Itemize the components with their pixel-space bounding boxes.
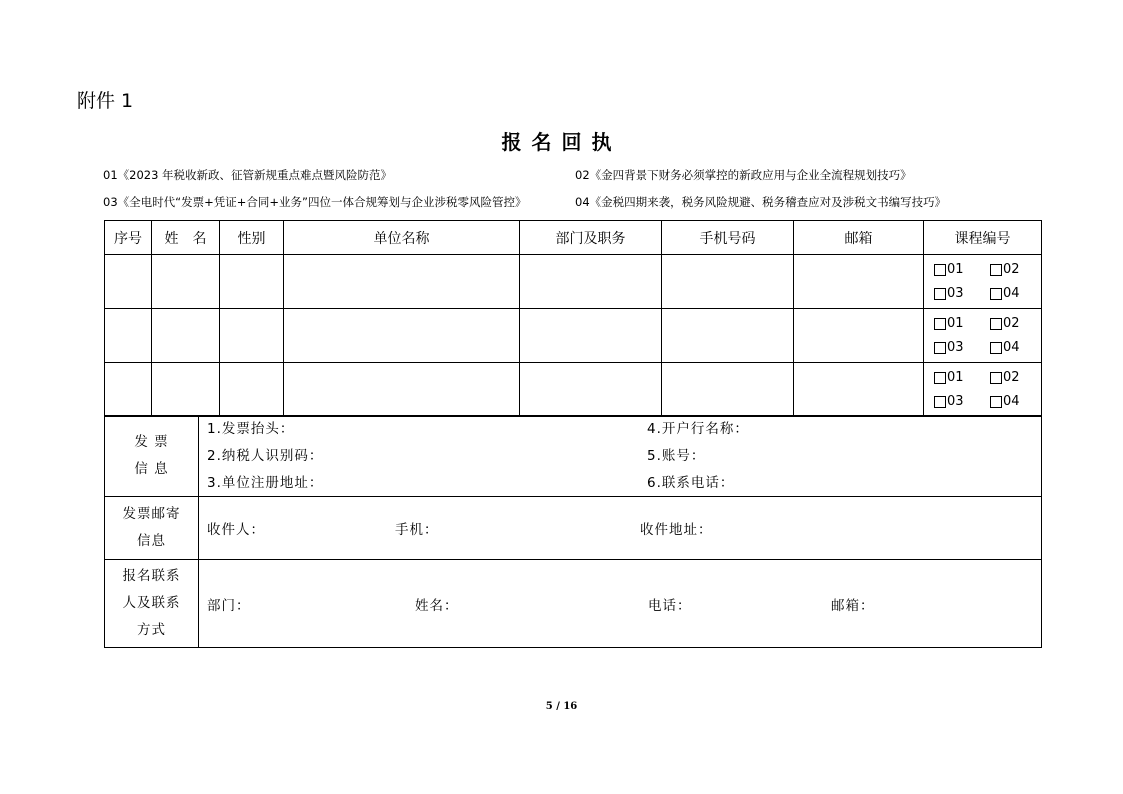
checkbox-icon (934, 318, 946, 330)
course-checkbox-01[interactable]: 01 (934, 262, 990, 277)
contact-tel-field: 电话： (648, 597, 692, 614)
contact-name-field: 姓名： (415, 597, 459, 614)
gender-cell[interactable] (220, 255, 284, 309)
mobile-cell[interactable] (662, 255, 794, 309)
checkbox-icon (934, 396, 946, 408)
mobile-cell[interactable] (662, 363, 794, 417)
checkbox-icon (990, 288, 1002, 300)
invoice-info-row (105, 416, 1042, 497)
email-cell[interactable] (794, 309, 924, 363)
checkbox-icon (990, 318, 1002, 330)
page-number: 5 / 16 (545, 701, 578, 712)
department-cell[interactable] (520, 363, 662, 417)
name-cell[interactable] (152, 255, 220, 309)
contact-label: 报名联系 人及联系 方式 (105, 560, 199, 648)
course-checkbox-04[interactable]: 04 (990, 340, 1040, 355)
header-course-code: 课程编号 (924, 221, 1042, 255)
contact-phone-field: 6.联系电话： (647, 474, 735, 491)
course-checkbox-02[interactable]: 02 (990, 370, 1040, 385)
billing-contact-table (104, 415, 1042, 648)
table-header-row (105, 221, 1042, 255)
serial-cell[interactable] (105, 309, 152, 363)
course-checkbox-03[interactable]: 03 (934, 340, 990, 355)
mail-address-field: 收件地址： (640, 522, 713, 538)
department-cell[interactable] (520, 309, 662, 363)
mail-phone-field: 手机： (395, 522, 439, 538)
header-department: 部门及职务 (520, 221, 662, 255)
course-checkbox-01[interactable]: 01 (934, 370, 990, 385)
header-gender: 性别 (220, 221, 284, 255)
company-cell[interactable] (284, 363, 520, 417)
contact-dept-field: 部门： (207, 597, 251, 614)
gender-cell[interactable] (220, 363, 284, 417)
contact-fields[interactable] (199, 560, 1042, 648)
header-mobile: 手机号码 (662, 221, 794, 255)
checkbox-icon (934, 342, 946, 354)
table-row (105, 363, 1042, 417)
checkbox-icon (934, 372, 946, 384)
checkbox-icon (990, 264, 1002, 276)
serial-cell[interactable] (105, 363, 152, 417)
mobile-cell[interactable] (662, 309, 794, 363)
company-cell[interactable] (284, 255, 520, 309)
recipient-field: 收件人： (207, 522, 265, 538)
course-item-04: 04《金税四期来袭，税务风险规避、税务稽查应对及涉税文书编写技巧》 (575, 195, 947, 209)
header-serial: 序号 (105, 221, 152, 255)
checkbox-icon (934, 264, 946, 276)
checkbox-icon (990, 372, 1002, 384)
gender-cell[interactable] (220, 309, 284, 363)
invoice-info-fields[interactable] (199, 416, 1042, 497)
checkbox-icon (990, 396, 1002, 408)
course-checkbox-01[interactable]: 01 (934, 316, 990, 331)
serial-cell[interactable] (105, 255, 152, 309)
course-checkbox-02[interactable]: 02 (990, 262, 1040, 277)
email-cell[interactable] (794, 363, 924, 417)
checkbox-icon (934, 288, 946, 300)
invoice-mail-row (105, 497, 1042, 560)
course-item-02: 02《金四背景下财务必须掌控的新政应用与企业全流程规划技巧》 (575, 168, 912, 182)
invoice-mail-label: 发票邮寄 信息 (105, 497, 199, 560)
name-cell[interactable] (152, 363, 220, 417)
registration-table (104, 220, 1042, 417)
attachment-label: 附件 1 (77, 90, 134, 112)
bank-name-field: 4.开户行名称： (647, 420, 749, 437)
header-company: 单位名称 (284, 221, 520, 255)
course-checkbox-02[interactable]: 02 (990, 316, 1040, 331)
header-email: 邮箱 (794, 221, 924, 255)
taxpayer-id-field: 2.纳税人识别码： (207, 447, 324, 464)
invoice-title-field: 1.发票抬头： (207, 420, 295, 437)
course-checkbox-group (924, 363, 1042, 417)
course-checkbox-group (924, 255, 1042, 309)
course-checkbox-03[interactable]: 03 (934, 394, 990, 409)
course-checkbox-04[interactable]: 04 (990, 394, 1040, 409)
contact-email-field: 邮箱： (831, 597, 875, 614)
checkbox-icon (990, 342, 1002, 354)
course-item-01: 01《2023 年税收新政、征管新规重点难点暨风险防范》 (103, 168, 393, 182)
invoice-mail-fields[interactable] (199, 497, 1042, 560)
table-row (105, 309, 1042, 363)
course-checkbox-04[interactable]: 04 (990, 286, 1040, 301)
header-name: 姓 名 (152, 221, 220, 255)
email-cell[interactable] (794, 255, 924, 309)
name-cell[interactable] (152, 309, 220, 363)
table-row (105, 255, 1042, 309)
department-cell[interactable] (520, 255, 662, 309)
contact-row (105, 560, 1042, 648)
course-checkbox-group (924, 309, 1042, 363)
registered-address-field: 3.单位注册地址： (207, 474, 324, 491)
course-item-03: 03《全电时代“发票+凭证+合同+业务”四位一体合规筹划与企业涉税零风险管控》 (103, 195, 527, 209)
course-checkbox-03[interactable]: 03 (934, 286, 990, 301)
invoice-info-label: 发 票 信 息 (105, 416, 199, 497)
company-cell[interactable] (284, 309, 520, 363)
account-number-field: 5.账号： (647, 447, 706, 464)
page-title: 报名回执 (501, 130, 622, 154)
